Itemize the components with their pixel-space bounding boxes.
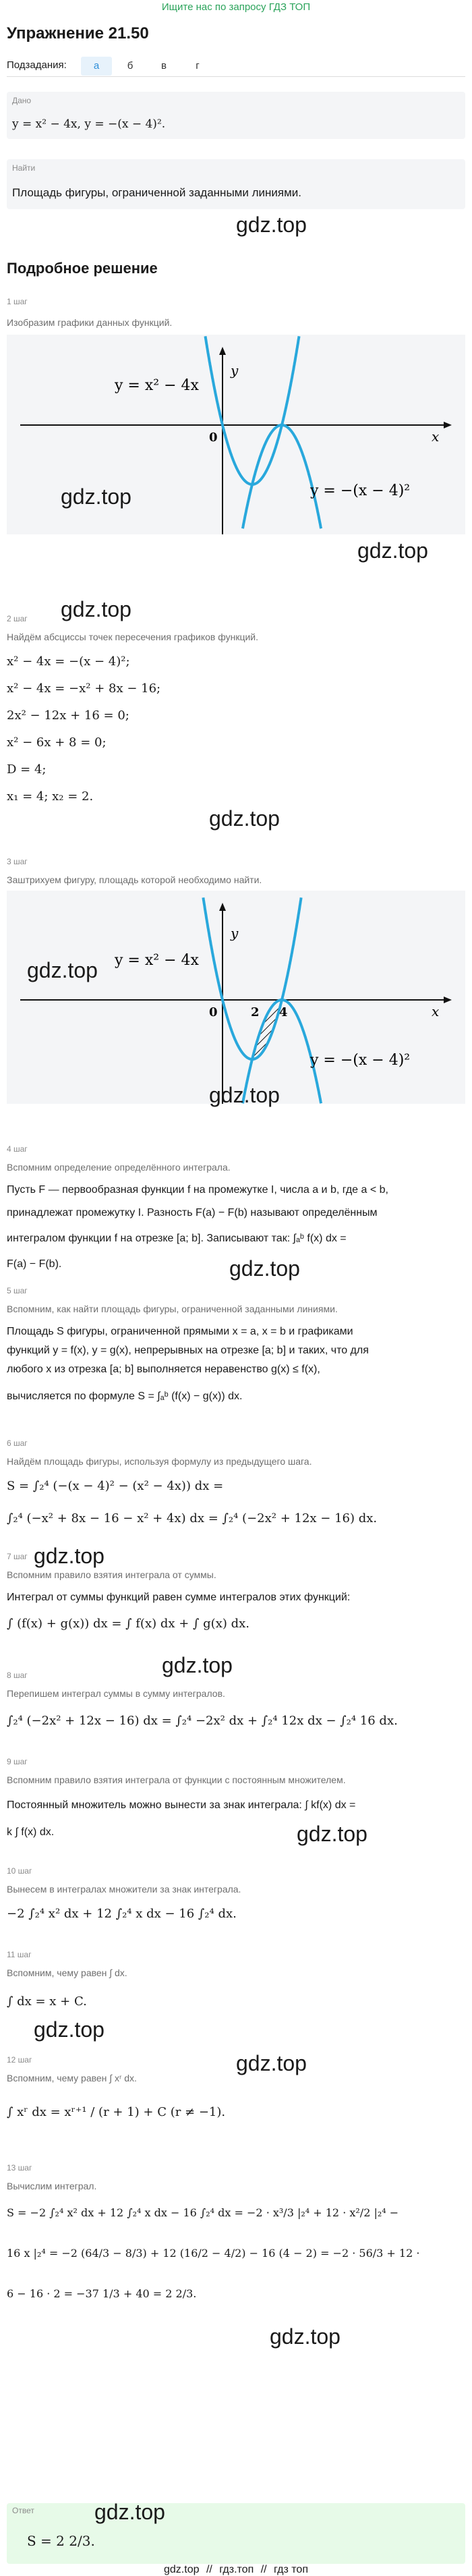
step-6-note: Найдём площадь фигуры, используя формулу из предыдущего шага. xyxy=(7,1456,312,1467)
curve-f-2 xyxy=(203,897,301,1059)
find-text: Площадь фигуры, ограниченной заданными линиями. xyxy=(12,186,301,199)
step-10-label: 10 шаг xyxy=(7,1866,32,1876)
watermark: gdz.top xyxy=(270,2324,341,2349)
tab-v[interactable]: в xyxy=(161,60,167,72)
step-11-label: 11 шаг xyxy=(7,1950,32,1959)
step-13-line: 6 − 16 · 2 = −37 1/3 + 40 = 2 2/3. xyxy=(7,2287,197,2300)
answer-box xyxy=(7,2503,465,2564)
watermark: gdz.top xyxy=(209,1083,280,1107)
step-13-line: 16 x |₂⁴ = −2 (64/3 − 8/3) + 12 (16/2 − 4/2) − 16 (4 − 2) = −2 · 56/3 + 12 · xyxy=(7,2247,420,2260)
step-1-label: 1 шаг xyxy=(7,297,28,306)
tick-4: 4 xyxy=(279,1005,288,1019)
step-7-line: Интеграл от суммы функций равен сумме интегралов этих функций: xyxy=(7,1592,351,1603)
label-g-2: y = −(x − 4)² xyxy=(310,1052,411,1069)
step-2-line: D = 4; xyxy=(7,762,47,777)
watermark: gdz.top xyxy=(209,806,280,831)
label-g-1: y = −(x − 4)² xyxy=(310,482,411,499)
step-12-note: Вспомним, чему равен ∫ xʳ dx. xyxy=(7,2073,137,2083)
graph-2 xyxy=(7,891,465,1104)
step-4-label: 4 шаг xyxy=(7,1144,28,1154)
step-9-line: Постоянный множитель можно вынести за знак интеграла: ∫ kf(x) dx = xyxy=(7,1799,356,1811)
step-6-line: ∫₂⁴ (−x² + 8x − 16 − x² + 4x) dx = ∫₂⁴ (−2x² + 12x − 16) dx. xyxy=(7,1511,378,1525)
step-3-label: 3 шаг xyxy=(7,857,28,866)
step-8-line: ∫₂⁴ (−2x² + 12x − 16) dx = ∫₂⁴ −2x² dx + ∫₂⁴ 12x dx − ∫₂⁴ 16 dx. xyxy=(7,1714,398,1728)
y-arrow-2 xyxy=(219,903,226,911)
x-label-1: x xyxy=(432,428,440,445)
watermark: gdz.top xyxy=(34,2017,105,2042)
step-11-line: ∫ dx = x + C. xyxy=(7,1994,87,2009)
curve-f-1 xyxy=(206,336,299,484)
step-4-line: Пусть F — первообразная функции f на промежутке I, числа a и b, где a < b, xyxy=(7,1184,388,1196)
step-9-line: k ∫ f(x) dx. xyxy=(7,1826,55,1838)
footer-separator: // xyxy=(260,2564,267,2575)
subsections-tabs xyxy=(7,57,465,77)
curve-g-1 xyxy=(243,425,321,528)
step-5-note: Вспомним, как найти площадь фигуры, ограниченной заданными линиями. xyxy=(7,1304,338,1314)
footer xyxy=(0,2564,472,2576)
footer-link[interactable]: gdz.top xyxy=(164,2564,200,2575)
y-label-1: y xyxy=(231,362,239,379)
graph-2-svg xyxy=(7,891,465,1104)
step-8-label: 8 шаг xyxy=(7,1671,28,1680)
step-2-line: x₁ = 4; x₂ = 2. xyxy=(7,789,94,804)
step-5-line: Площадь S фигуры, ограниченной прямыми x = a, x = b и графиками xyxy=(7,1326,353,1337)
watermark: gdz.top xyxy=(236,2051,307,2075)
y-label-2: y xyxy=(231,925,239,941)
step-5-line: любого x из отрезка [a; b] выполняется неравенство g(x) ≤ f(x), xyxy=(7,1364,320,1375)
step-9-note: Вспомним правило взятия интеграла от функции с постоянным множителем. xyxy=(7,1774,346,1785)
step-2-line: x² − 4x = −(x − 4)²; xyxy=(7,654,130,669)
step-6-label: 6 шаг xyxy=(7,1438,28,1448)
watermark: gdz.top xyxy=(94,2500,165,2524)
step-2-line: x² − 6x + 8 = 0; xyxy=(7,735,107,750)
tab-a[interactable]: а xyxy=(81,57,112,76)
step-5-line: функций y = f(x), y = g(x), непрерывных на отрезке [a; b] и таких, что для xyxy=(7,1345,369,1356)
footer-separator: // xyxy=(206,2564,212,2575)
answer-text: S = 2 2/3. xyxy=(27,2533,95,2549)
tick-2: 2 xyxy=(251,1005,260,1019)
step-8-note: Перепишем интеграл суммы в сумму интегралов. xyxy=(7,1688,225,1699)
given-label: Дано xyxy=(12,96,32,105)
step-13-label: 13 шаг xyxy=(7,2163,32,2173)
find-label: Найти xyxy=(12,163,36,173)
step-6-line: S = ∫₂⁴ (−(x − 4)² − (x² − 4x)) dx = xyxy=(7,1479,224,1493)
top-banner[interactable]: Ищите нас по запросу ГДЗ ТОП xyxy=(161,1,311,13)
step-2-line: x² − 4x = −x² + 8x − 16; xyxy=(7,681,161,696)
watermark: gdz.top xyxy=(236,213,307,237)
step-4-line: интегралом функции f на отрезке [a; b]. Записывают так: ∫ₐᵇ f(x) dx = xyxy=(7,1233,347,1244)
watermark: gdz.top xyxy=(27,958,98,982)
subsections-label: Подзадания: xyxy=(7,59,67,71)
step-13-line: S = −2 ∫₂⁴ x² dx + 12 ∫₂⁴ x dx − 16 ∫₂⁴ dx = −2 · x³/3 |₂⁴ + 12 · x²/2 |₂⁴ − xyxy=(7,2206,399,2219)
watermark: gdz.top xyxy=(229,1256,300,1281)
tab-g[interactable]: г xyxy=(196,60,200,72)
step-7-line: ∫ (f(x) + g(x)) dx = ∫ f(x) dx + ∫ g(x) dx. xyxy=(7,1617,249,1631)
step-5-label: 5 шаг xyxy=(7,1286,28,1295)
x-arrow-1 xyxy=(444,422,452,428)
find-box xyxy=(7,159,465,209)
step-5-line: вычисляется по формуле S = ∫ₐᵇ (f(x) − g(x)) dx. xyxy=(7,1391,243,1402)
tab-b[interactable]: б xyxy=(127,60,134,72)
step-9-label: 9 шаг xyxy=(7,1757,28,1766)
step-1-note: Изобразим графики данных функций. xyxy=(7,317,173,328)
label-f-1: y = x² − 4x xyxy=(115,377,199,394)
step-4-line: принадлежат промежутку I. Разность F(a) − F(b) называют определённым xyxy=(7,1207,378,1219)
given-text: y = x² − 4x, y = −(x − 4)². xyxy=(12,117,166,131)
step-12-line: ∫ xʳ dx = xʳ⁺¹ / (r + 1) + C (r ≠ −1). xyxy=(7,2105,226,2119)
page-title: Упражнение 21.50 xyxy=(7,24,149,43)
watermark: gdz.top xyxy=(162,1653,233,1677)
footer-link[interactable]: гдз топ xyxy=(274,2564,308,2575)
given-box xyxy=(7,92,465,139)
step-13-note: Вычислим интеграл. xyxy=(7,2181,97,2191)
step-7-label: 7 шаг xyxy=(7,1552,28,1561)
label-f-2: y = x² − 4x xyxy=(115,952,199,969)
step-4-note: Вспомним определение определённого интеграла. xyxy=(7,1162,231,1173)
step-2-line: 2x² − 12x + 16 = 0; xyxy=(7,708,129,723)
y-arrow-1 xyxy=(219,347,226,355)
answer-label: Ответ xyxy=(12,2506,34,2515)
step-4-line: F(a) − F(b). xyxy=(7,1258,62,1270)
step-12-label: 12 шаг xyxy=(7,2055,32,2065)
origin-2: 0 xyxy=(209,1005,218,1019)
step-11-note: Вспомним, чему равен ∫ dx. xyxy=(7,1967,127,1978)
origin-1: 0 xyxy=(209,430,218,445)
watermark: gdz.top xyxy=(297,1822,367,1846)
step-2-note: Найдём абсциссы точек пересечения графиков функций. xyxy=(7,632,258,642)
step-10-line: −2 ∫₂⁴ x² dx + 12 ∫₂⁴ x dx − 16 ∫₂⁴ dx. xyxy=(7,1907,237,1921)
watermark: gdz.top xyxy=(34,1544,105,1568)
tabs-underline xyxy=(7,76,465,77)
step-3-note: Заштрихуем фигуру, площадь которой необходимо найти. xyxy=(7,874,262,885)
x-arrow-2 xyxy=(444,997,452,1003)
step-7-note: Вспомним правило взятия интеграла от суммы. xyxy=(7,1569,216,1580)
footer-link[interactable]: гдз.топ xyxy=(219,2564,254,2575)
watermark: gdz.top xyxy=(61,597,131,621)
step-10-note: Вынесем в интегралах множители за знак интеграла. xyxy=(7,1884,241,1895)
solution-title: Подробное решение xyxy=(7,260,158,277)
watermark: gdz.top xyxy=(61,484,131,509)
step-2-label: 2 шаг xyxy=(7,614,28,623)
watermark: gdz.top xyxy=(357,538,428,563)
x-label-2: x xyxy=(432,1003,440,1019)
